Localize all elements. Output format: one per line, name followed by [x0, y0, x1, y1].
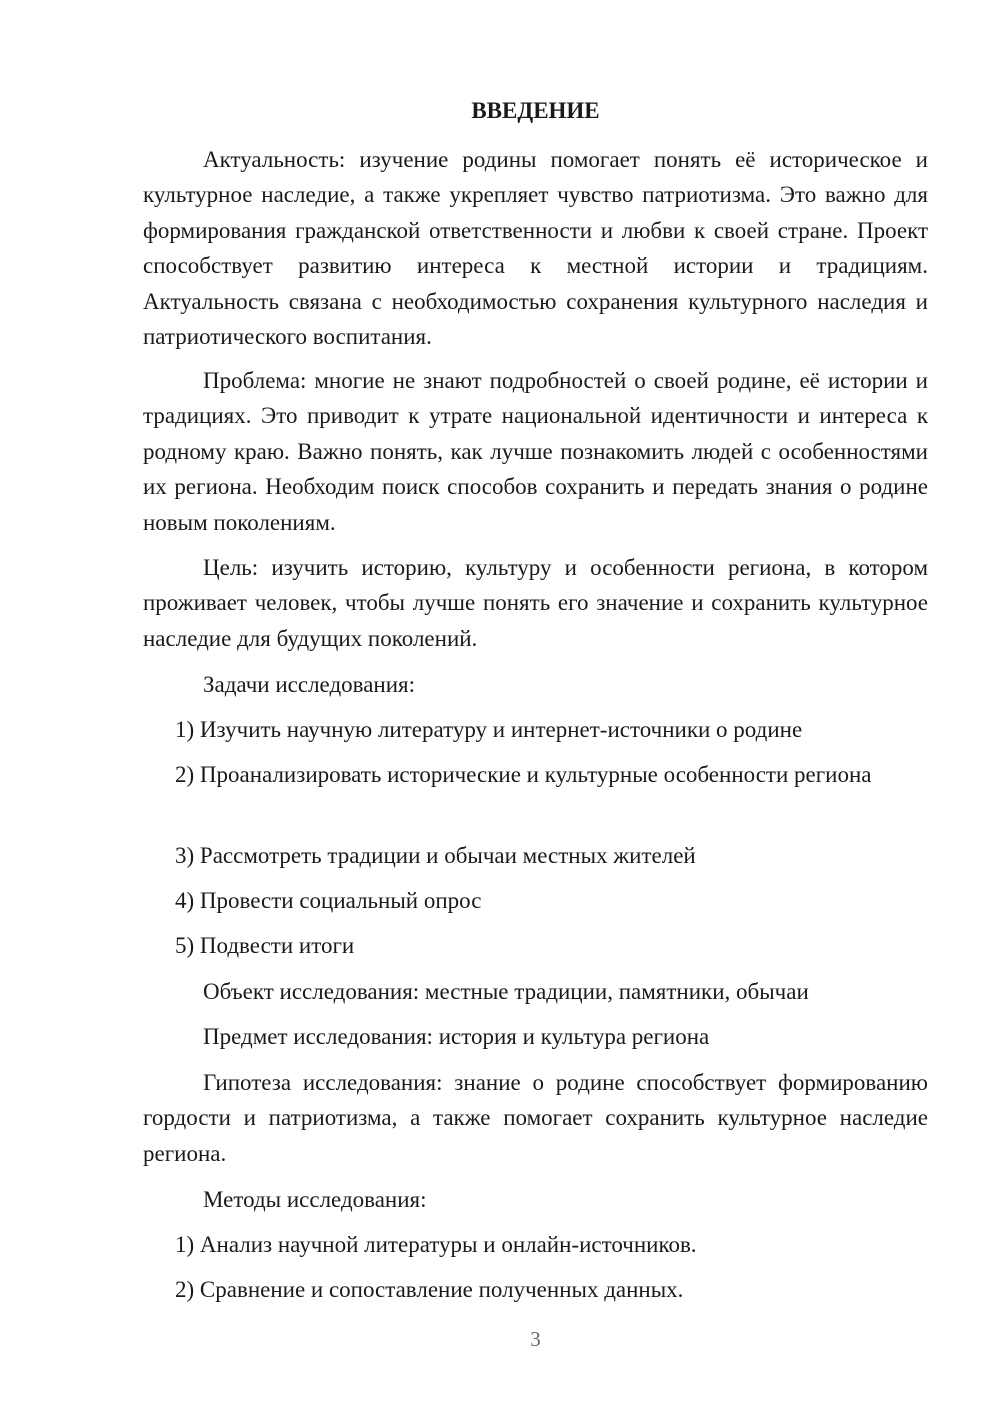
relevance-paragraph: Актуальность: изучение родины помогает понять её историческое и культурное наследие, а также укрепляет чувство патриотизма. Это важно для формирования гражданской ответственности и любви к своей стране. Проект способствует развитию интереса к местной истории и традициям. Актуальность связана с необходимостью сохранения культурного наследия и патриотического воспитания.	[143, 147, 928, 350]
task-item-5: 5) Подвести итоги	[175, 933, 355, 958]
page-number: 3	[530, 1327, 541, 1351]
task-item-2: 2) Проанализировать исторические и культурные особенности региона	[175, 762, 872, 787]
subject-paragraph: Предмет исследования: история и культура региона	[203, 1024, 710, 1049]
document-page	[143, 0, 928, 1414]
task-item-3: 3) Рассмотреть традиции и обычаи местных жителей	[175, 843, 696, 868]
method-item-2: 2) Сравнение и сопоставление полученных данных.	[175, 1277, 684, 1302]
goal-paragraph: Цель: изучить историю, культуру и особенности региона, в котором проживает человек, чтобы лучше понять его значение и сохранить культурное наследие для будущих поколений.	[143, 555, 928, 651]
tasks-heading: Задачи исследования:	[203, 672, 416, 697]
methods-heading: Методы исследования:	[203, 1187, 427, 1212]
task-item-1: 1) Изучить научную литературу и интернет-источники о родине	[175, 717, 803, 742]
hypothesis-paragraph: Гипотеза исследования: знание о родине способствует формированию гордости и патриотизма, а также помогает сохранить культурное наследие региона.	[143, 1070, 928, 1166]
problem-paragraph: Проблема: многие не знают подробностей о своей родине, её истории и традициях. Это приводит к утрате национальной идентичности и интереса к родному краю. Важно понять, как лучше познакомить людей с особенностями их региона. Необходим поиск способов сохранить и передать знания о родине новым поколениям.	[143, 368, 928, 535]
object-paragraph: Объект исследования: местные традиции, памятники, обычаи	[203, 979, 809, 1004]
task-item-4: 4) Провести социальный опрос	[175, 888, 482, 913]
method-item-1: 1) Анализ научной литературы и онлайн-источников.	[175, 1232, 697, 1257]
page-title: ВВЕДЕНИЕ	[471, 98, 600, 123]
